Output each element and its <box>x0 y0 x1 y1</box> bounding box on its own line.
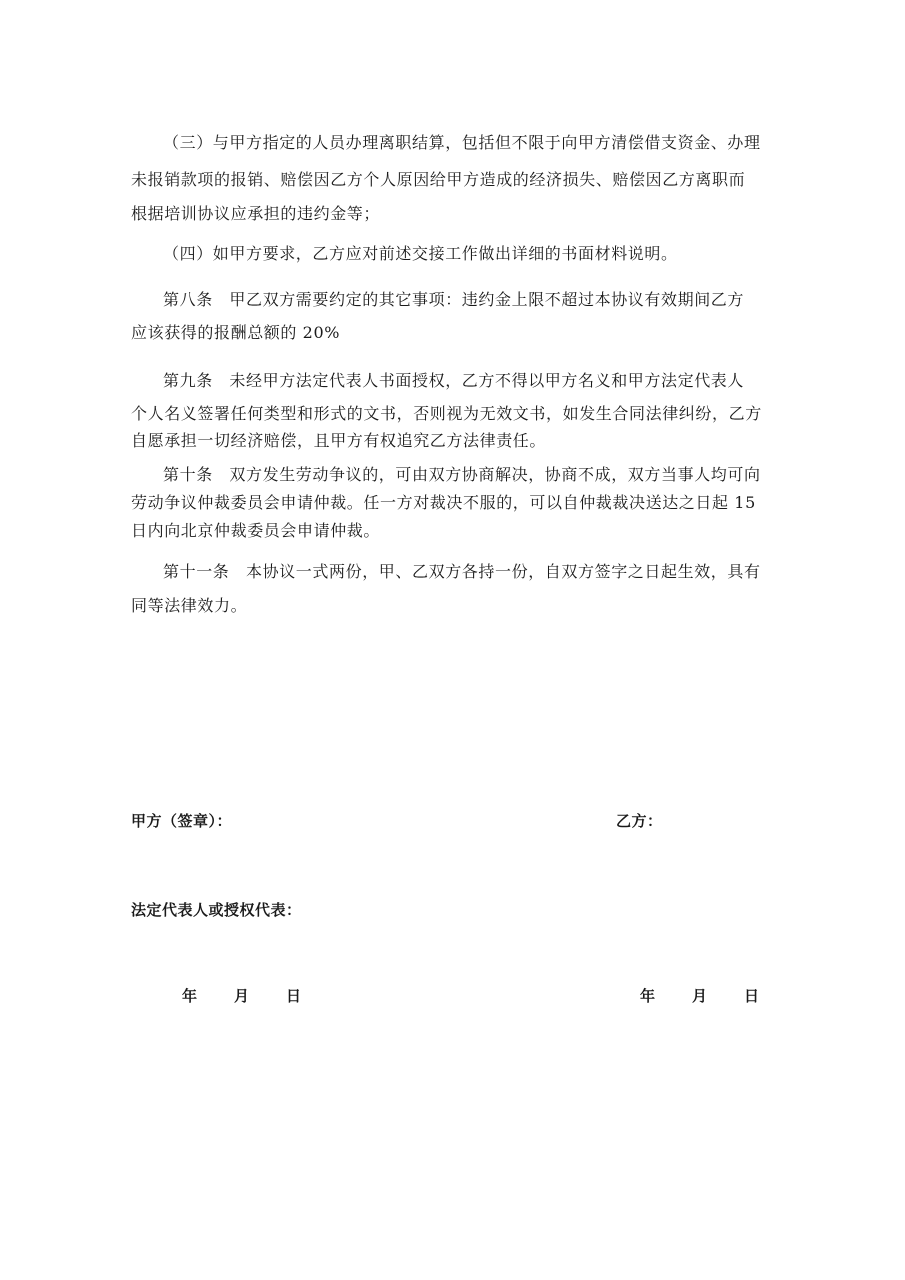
date-right <box>640 986 770 1006</box>
article-9-line-1: 第九条 未经甲方法定代表人书面授权，乙方不得以甲方名义和甲方法定代表人 <box>163 371 745 390</box>
item-4-line-1: （四）如甲方要求，乙方应对前述交接工作做出详细的书面材料说明。 <box>163 244 678 263</box>
party-b-signature-label: 乙方： <box>616 812 663 830</box>
date-right-day: 日 <box>744 987 760 1005</box>
article-10-line-3: 日内向北京仲裁委员会申请仲裁。 <box>131 521 381 540</box>
date-left-year: 年 <box>182 987 198 1005</box>
article-8-line-2: 应该获得的报酬总额的 20% <box>131 323 341 342</box>
article-8-line-1: 第八条 甲乙双方需要约定的其它事项：违约金上限不超过本协议有效期间乙方 <box>163 290 745 309</box>
date-left-month: 月 <box>234 987 250 1005</box>
party-a-signature-label: 甲方（签章）： <box>131 812 233 830</box>
representative-label: 法定代表人或授权代表： <box>131 901 302 919</box>
article-10-line-1: 第十条 双方发生劳动争议的，可由双方协商解决，协商不成，双方当事人均可向 <box>163 465 761 484</box>
item-3-line-2: 未报销款项的报销、赔偿因乙方个人原因给甲方造成的经济损失、赔偿因乙方离职而 <box>131 170 746 189</box>
date-left-day: 日 <box>286 987 302 1005</box>
article-11-line-1: 第十一条 本协议一式两份，甲、乙双方各持一份，自双方签字之日起生效，具有 <box>163 562 761 581</box>
article-11-line-2: 同等法律效力。 <box>131 596 248 615</box>
article-10-line-2: 劳动争议仲裁委员会申请仲裁。任一方对裁决不服的，可以自仲裁裁决送达之日起 15 <box>131 493 756 512</box>
date-left <box>182 986 312 1006</box>
article-9-line-3: 自愿承担一切经济赔偿，且甲方有权追究乙方法律责任。 <box>131 431 547 450</box>
item-3-line-3: 根据培训协议应承担的违约金等； <box>131 204 381 223</box>
date-right-year: 年 <box>640 987 656 1005</box>
date-right-month: 月 <box>692 987 708 1005</box>
item-3-line-1: （三）与甲方指定的人员办理离职结算，包括但不限于向甲方清偿借支资金、办理 <box>163 133 761 152</box>
article-9-line-2: 个人名义签署任何类型和形式的文书，否则视为无效文书，如发生合同法律纠纷，乙方 <box>131 404 762 423</box>
